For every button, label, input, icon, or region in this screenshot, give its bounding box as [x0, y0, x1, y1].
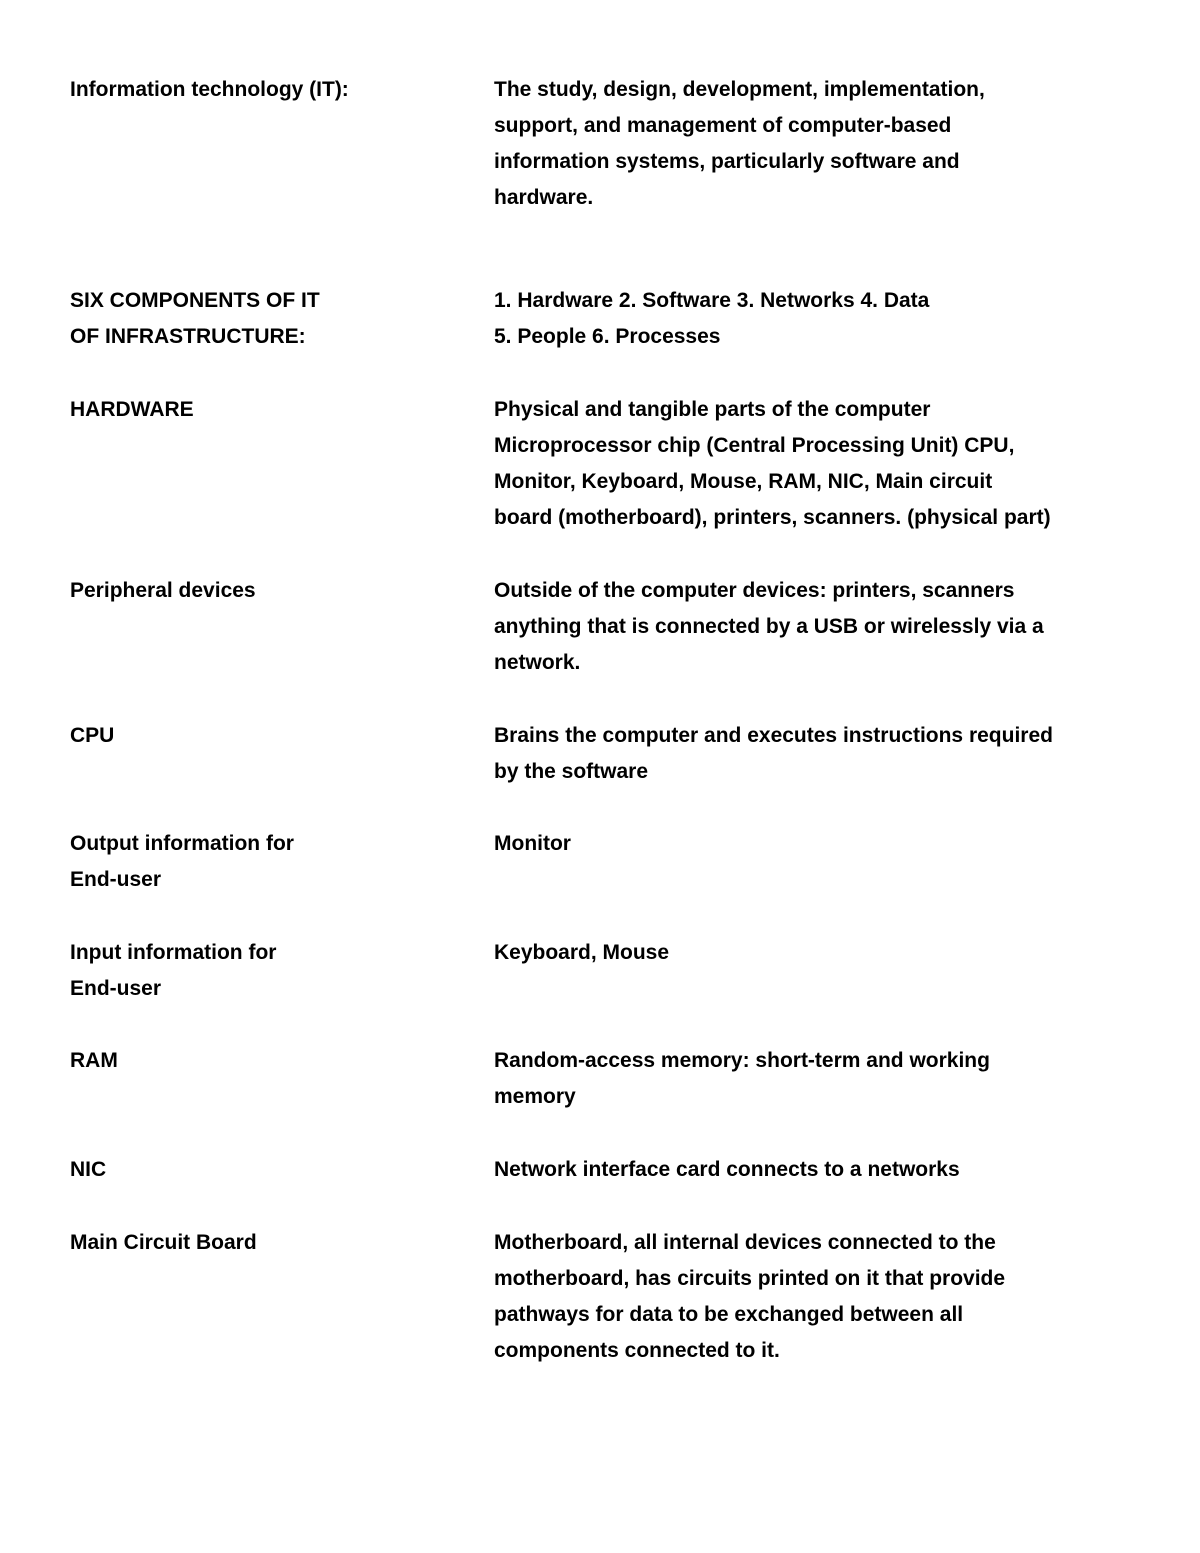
- term-label: CPU: [70, 724, 115, 747]
- definition-text: The study, design, development, implementation, support, and management of computer-based information systems, particularly software and hardware.: [494, 78, 985, 209]
- term-label: RAM: [70, 1049, 118, 1072]
- term-label: Peripheral devices: [70, 579, 256, 602]
- term-label: SIX COMPONENTS OF IT OF INFRASTRUCTURE:: [70, 289, 320, 348]
- definition-text: 1. Hardware 2. Software 3. Networks 4. Data 5. People 6. Processes: [494, 289, 930, 348]
- term-label: Output information for End-user: [70, 832, 294, 891]
- term-label: Information technology (IT):: [70, 78, 349, 101]
- term-label: NIC: [70, 1158, 107, 1181]
- definition-text: Keyboard, Mouse: [494, 941, 670, 964]
- definition-text: Network interface card connects to a networks: [494, 1158, 960, 1181]
- definition-text: Monitor: [494, 832, 571, 855]
- term-label: HARDWARE: [70, 398, 194, 421]
- definition-text: Brains the computer and executes instructions required by the software: [494, 724, 1053, 783]
- definition-text: Random-access memory: short-term and working memory: [494, 1049, 990, 1108]
- term-label: Input information for End-user: [70, 941, 277, 1000]
- term-label: Main Circuit Board: [70, 1231, 257, 1254]
- definition-text: Motherboard, all internal devices connected to the motherboard, has circuits printed on it that provide pathways for data to be exchanged between all components connected to it.: [494, 1231, 1006, 1362]
- definition-text: Physical and tangible parts of the computer Microprocessor chip (Central Processing Unit) CPU, Monitor, Keyboard, Mouse, RAM, NIC, Main circuit board (motherboard), printers, scanners. (physical part): [494, 398, 1051, 529]
- definition-text: Outside of the computer devices: printers, scanners anything that is connected by a USB or wirelessly via a network.: [494, 579, 1044, 674]
